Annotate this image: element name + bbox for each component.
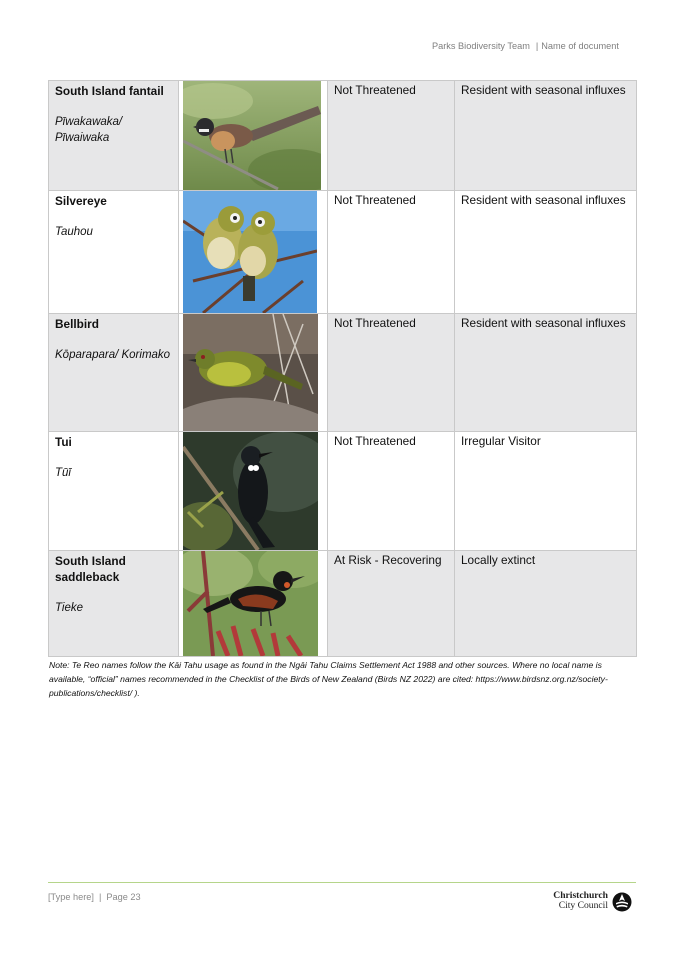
tui-photo [183, 432, 318, 550]
bird-name-cell [49, 191, 179, 314]
common-name: Bellbird [55, 317, 99, 331]
logo-wordmark [553, 891, 608, 911]
conservation-status: Not Threatened [334, 434, 416, 448]
residency-status: Resident with seasonal influxes [461, 316, 626, 330]
conservation-status: Not Threatened [334, 316, 416, 330]
bird-name-cell [49, 432, 179, 551]
conservation-status: Not Threatened [334, 83, 416, 97]
maori-name: Tauhou [55, 226, 93, 238]
maori-name: Kōparapara/ Korimako [55, 349, 171, 361]
status-cell [328, 432, 455, 551]
logo-line-1: Christchurch [553, 890, 608, 901]
bird-name-cell [49, 81, 179, 191]
council-logo [546, 891, 636, 915]
footer-separator: | [98, 892, 102, 902]
bird-name-cell [49, 551, 179, 657]
status-cell [328, 191, 455, 314]
photo-cell [179, 191, 328, 314]
residency-status: Resident with seasonal influxes [461, 193, 626, 207]
common-name: South Island saddleback [55, 554, 126, 584]
status-cell [328, 314, 455, 432]
saddleback-photo [183, 551, 318, 656]
bird-name-cell [49, 314, 179, 432]
table-row [49, 551, 637, 657]
header-team: Parks Biodiversity Team [432, 41, 530, 51]
residency-cell [455, 81, 637, 191]
page-footer [48, 892, 141, 902]
fantail-photo [183, 81, 321, 190]
table-row [49, 432, 637, 551]
conservation-status: Not Threatened [334, 193, 416, 207]
common-name: South Island fantail [55, 84, 164, 98]
photo-cell [179, 81, 328, 191]
status-cell [328, 81, 455, 191]
residency-status: Locally extinct [461, 553, 536, 567]
residency-status: Resident with seasonal influxes [461, 83, 626, 97]
table-footnote: Note: Te Reo names follow the Kāi Tahu usage as found in the Ngāi Tahu Claims Settlement Act 1988 and other sources. Where no local name is available, “official” names recommended in the Checklist of the Birds of New Zealand (Birds NZ 2022) are cited: https://www.birdsnz.org.nz/society-publications/checklist/ ). [49, 660, 608, 698]
maori-name: Pīwakawaka/ Pīwaiwaka [55, 116, 123, 144]
bird-species-table [48, 80, 637, 657]
conservation-status: At Risk - Recovering [334, 553, 442, 567]
maori-name: Tieke [55, 602, 84, 614]
residency-cell [455, 314, 637, 432]
bellbird-photo [183, 314, 318, 431]
silvereye-photo [183, 191, 317, 313]
photo-cell [179, 314, 328, 432]
residency-cell [455, 432, 637, 551]
maori-name: Tūī [55, 467, 71, 479]
common-name: Tui [55, 435, 72, 449]
status-cell [328, 551, 455, 657]
christchurch-city-council-logo-icon [612, 892, 632, 912]
residency-status: Irregular Visitor [461, 434, 541, 448]
common-name: Silvereye [55, 194, 107, 208]
page-number: Page 23 [106, 892, 141, 902]
photo-cell [179, 551, 328, 657]
header-document-name: Name of document [541, 41, 619, 51]
table-row [49, 191, 637, 314]
table-row [49, 314, 637, 432]
residency-cell [455, 551, 637, 657]
footer-placeholder: [Type here] [48, 892, 94, 902]
footer-divider [48, 882, 636, 883]
photo-cell [179, 432, 328, 551]
logo-line-2: City Council [558, 900, 608, 911]
residency-cell [455, 191, 637, 314]
page-header [432, 41, 642, 51]
header-separator: | [535, 41, 539, 51]
table-row [49, 81, 637, 191]
